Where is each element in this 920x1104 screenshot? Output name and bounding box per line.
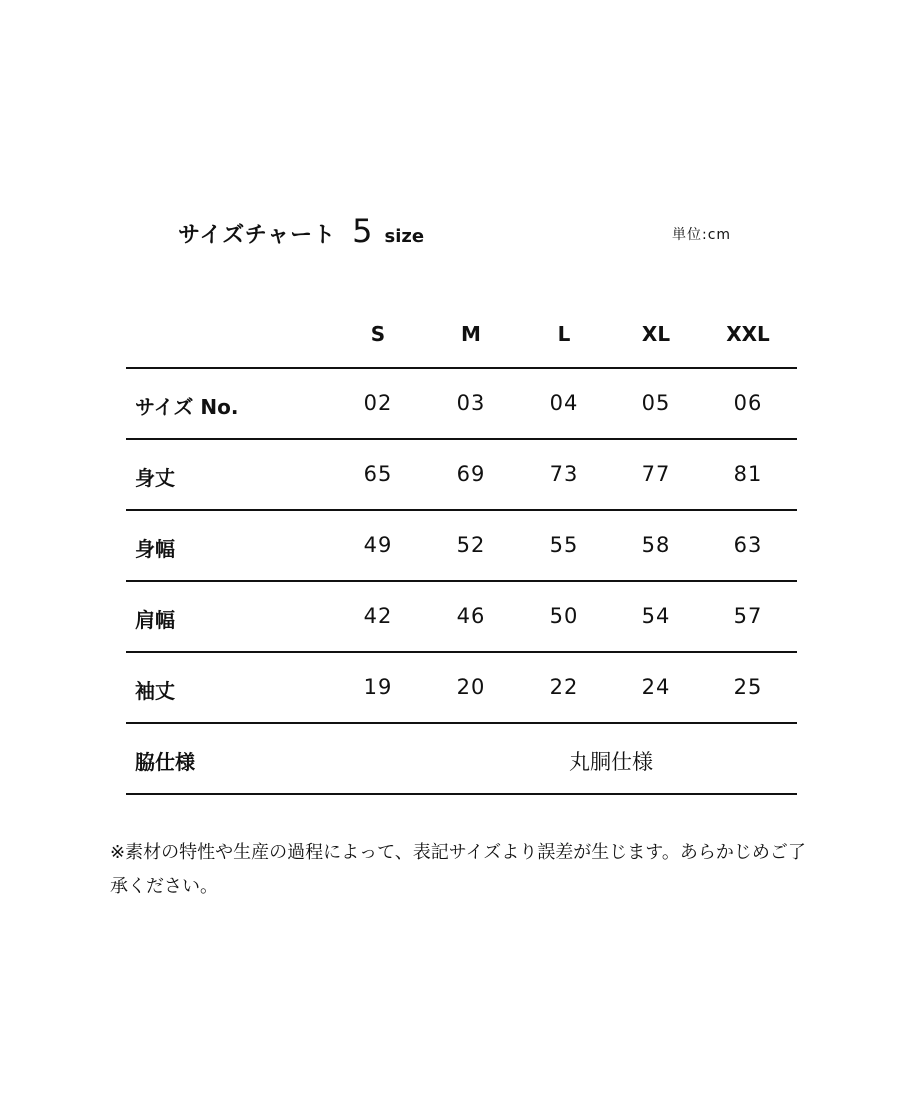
size-header: XL [641,322,671,346]
row-label: 脇仕様 [135,750,195,774]
row-label: 袖丈 [135,679,175,703]
chart-title [178,212,424,250]
table-cell: 57 [733,604,763,628]
table-cell: 19 [363,675,393,699]
row-label: サイズ No. [135,395,239,419]
title-number: 5 [352,212,373,250]
table-cell: 63 [733,533,763,557]
table-cell: 52 [456,533,486,557]
size-header-row [126,300,797,367]
table-cell: 65 [363,462,393,486]
row-label: 肩幅 [135,608,175,632]
size-table [126,300,797,795]
table-row [126,367,797,438]
table-row [126,651,797,722]
row-label: 身丈 [135,466,175,490]
table-cell: 24 [641,675,671,699]
table-cell: 50 [549,604,579,628]
table-row [126,509,797,580]
table-cell: 25 [733,675,763,699]
table-cell: 46 [456,604,486,628]
table-cell: 02 [363,391,393,415]
size-header: L [557,322,571,346]
table-row [126,722,797,795]
table-cell: 05 [641,391,671,415]
table-cell: 73 [549,462,579,486]
side-spec-value: 丸胴仕様 [569,750,653,774]
table-cell: 42 [363,604,393,628]
table-cell: 81 [733,462,763,486]
table-cell: 58 [641,533,671,557]
title-text: サイズチャート [178,223,337,248]
unit-label: 単位:cm [672,227,732,243]
table-row [126,438,797,509]
table-cell: 49 [363,533,393,557]
size-header: S [370,322,386,346]
table-cell: 03 [456,391,486,415]
size-header: XXL [726,322,770,346]
table-cell: 22 [549,675,579,699]
table-row [126,580,797,651]
disclaimer-note: ※素材の特性や生産の過程によって、表記サイズより誤差が生じます。あらかじめご了承ください。 [110,842,806,897]
row-label: 身幅 [135,537,175,561]
table-cell: 77 [641,462,671,486]
table-cell: 69 [456,462,486,486]
table-cell: 54 [641,604,671,628]
table-cell: 20 [456,675,486,699]
table-cell: 55 [549,533,579,557]
title-size-word: size [384,226,425,247]
table-cell: 06 [733,391,763,415]
size-header: M [461,322,481,346]
table-cell: 04 [549,391,579,415]
